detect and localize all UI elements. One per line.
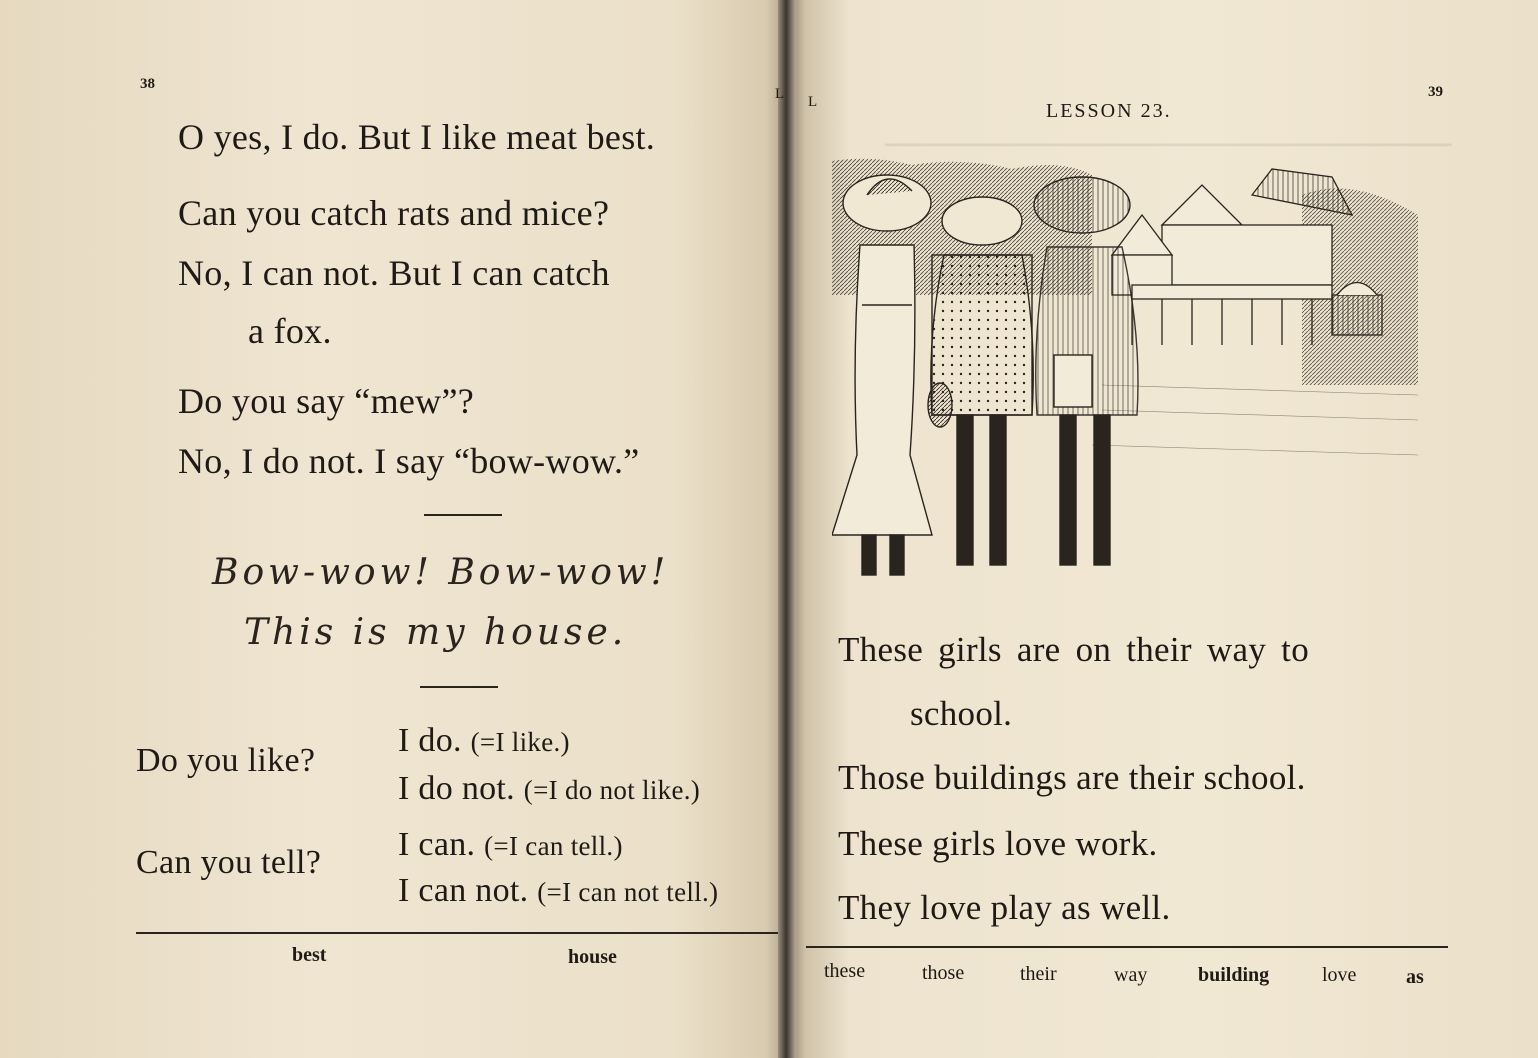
girls-school-illustration <box>832 155 1418 595</box>
grammar-answer <box>398 872 718 910</box>
grammar-answer <box>398 826 623 864</box>
text-line-3: Those buildings are their school. <box>838 758 1306 797</box>
vocab-word: those <box>922 962 965 984</box>
grammar-answer-text: I can. <box>398 826 476 863</box>
page-number-right: 39 <box>1428 84 1443 100</box>
bleed-through-decor: ──────────────────── <box>885 121 1452 166</box>
vocab-word: house <box>568 946 617 968</box>
grammar-answer-note: (=I can not tell.) <box>537 877 719 907</box>
vocab-word: building <box>1198 964 1270 986</box>
divider-rule <box>424 514 502 516</box>
page-number-left: 38 <box>140 76 155 92</box>
vocab-rule-right <box>806 946 1448 948</box>
text-line-2: school. <box>910 694 1013 733</box>
text-line-4: These girls love work. <box>838 824 1158 863</box>
text-line-2: Can you catch rats and mice? <box>178 193 610 233</box>
book-gutter <box>778 0 796 1058</box>
lawn-lines <box>1092 385 1418 455</box>
grammar-answer-note: (=I like.) <box>470 727 570 757</box>
grammar-answer-text: I do. <box>398 722 462 759</box>
vocab-word: their <box>1020 963 1057 985</box>
grammar-answer <box>398 722 570 760</box>
text-line-5: They love play as well. <box>838 888 1171 927</box>
vocab-word: as <box>1406 966 1424 988</box>
grammar-answer-text: I can not. <box>398 872 529 909</box>
vocab-word: way <box>1114 964 1148 986</box>
text-line-5: Do you say “mew”? <box>178 381 475 421</box>
grammar-question-2: Can you tell? <box>136 844 322 881</box>
page-edge-mark-left: L <box>775 86 785 102</box>
grammar-question-1: Do you like? <box>136 742 316 779</box>
divider-rule <box>420 686 498 688</box>
grammar-answer <box>398 770 700 808</box>
lesson-heading: LESSON 23. <box>1046 100 1172 122</box>
vocab-word: love <box>1322 964 1357 986</box>
text-line-4: a fox. <box>248 311 332 351</box>
text-line-1: O yes, I do. But I like meat best. <box>178 117 656 157</box>
grammar-answer-note: (=I can tell.) <box>484 831 623 861</box>
script-line-2: This is my house. <box>244 612 628 653</box>
vocab-rule-left <box>136 932 778 934</box>
grammar-answer-text: I do not. <box>398 770 515 807</box>
text-line-3: No, I can not. But I can catch <box>178 253 610 293</box>
vocab-word: best <box>292 944 327 966</box>
text-line-6: No, I do not. I say “bow-wow.” <box>178 441 640 481</box>
page-edge-mark-right: L <box>808 94 818 110</box>
script-line-1: Bow-wow! Bow-wow! <box>212 552 670 593</box>
vocab-word: these <box>824 960 866 982</box>
text-line-1: These girls are on their way to <box>838 630 1309 669</box>
grammar-answer-note: (=I do not like.) <box>523 775 701 805</box>
